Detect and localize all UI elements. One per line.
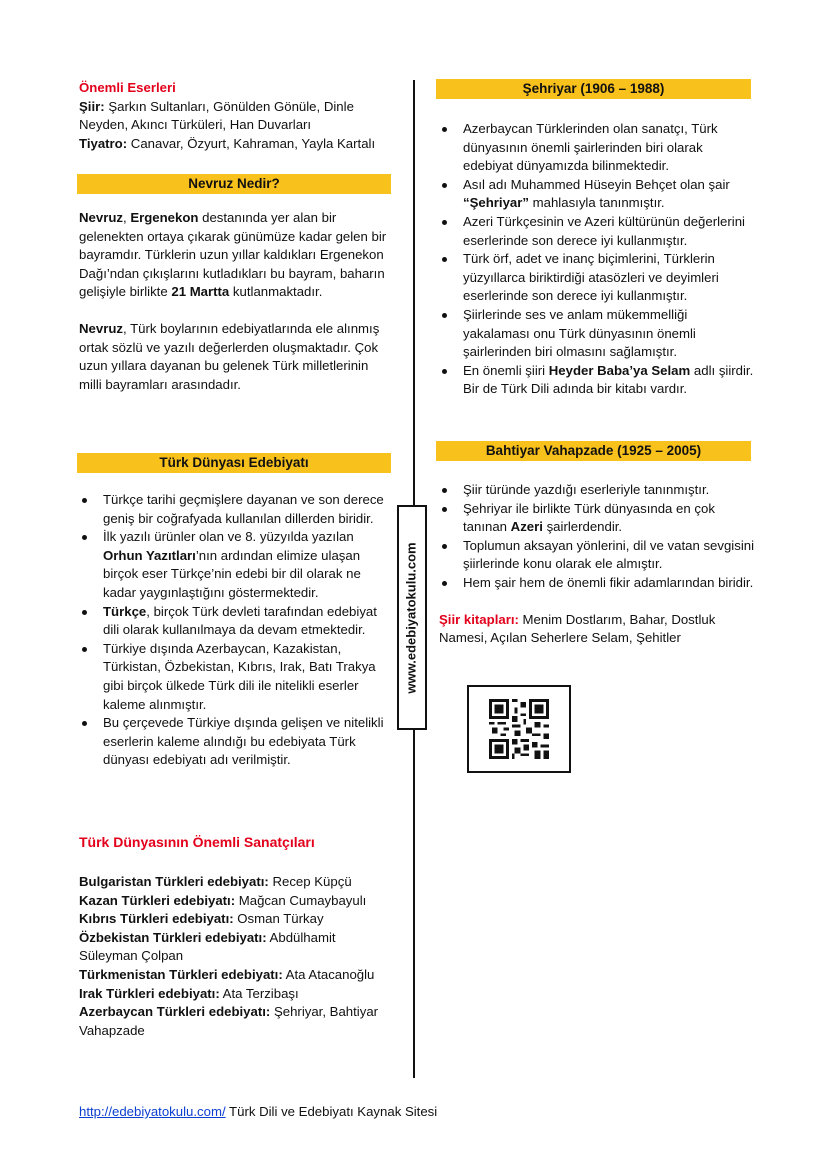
artist-row: [79, 873, 391, 892]
theatre-label: Tiyatro:: [79, 135, 128, 151]
artist-label: Kıbrıs Türkleri edebiyatı:: [79, 911, 234, 927]
nevruz-term: Nevruz: [79, 320, 123, 336]
turk-world-section: [79, 491, 391, 770]
turk-world-title-bar: Türk Dünyası Edebiyatı: [77, 453, 391, 473]
poetry-books-label: Şiir kitapları:: [439, 611, 519, 627]
poem-title: Heyder Baba’ya Selam: [548, 362, 691, 378]
artist-row: [79, 892, 391, 911]
artist-name: Osman Türkay: [233, 911, 324, 927]
vahapzade-section: [439, 481, 754, 648]
poetry-label: Şiir:: [79, 98, 105, 114]
turk-world-list: [79, 491, 391, 770]
artist-label: Özbekistan Türkleri edebiyatı:: [79, 929, 267, 945]
nevruz-term: Nevruz: [79, 210, 123, 225]
artist-name: Şehriyar, Bahtiyar Vahapzade: [79, 1004, 379, 1038]
sehriyar-title-bar: Şehriyar (1906 – 1988): [436, 79, 751, 99]
artist-label: Kazan Türkleri edebiyatı:: [79, 892, 236, 908]
poetry-text: Şarkın Sultanları, Gönülden Gönüle, Dinle Neyden, Akıncı Türküleri, Han Duvarları: [79, 98, 354, 133]
vahapzade-title-bar: Bahtiyar Vahapzade (1925 – 2005): [436, 441, 751, 461]
text: Asıl adı Muhammed Hüseyin Behçet olan şair: [463, 176, 730, 192]
text: , birçok Türk devleti tarafından edebiyat dili olarak kullanılmaya da devam etmektedir.: [103, 603, 377, 638]
list-item: Türkçe tarihi geçmişlere dayanan ve son derece geniş bir coğrafyada kullanılan dillerden biridir.: [79, 491, 391, 528]
turkce-term: Türkçe: [103, 603, 147, 619]
pen-name: “Şehriyar”: [463, 195, 529, 211]
text: mahlasıyla tanınmıştır.: [528, 195, 665, 211]
vertical-url: www.edebiyatokulu.com: [403, 541, 419, 694]
azeri-term: Azeri: [510, 519, 543, 535]
list-item: [439, 500, 754, 537]
date-term: 21 Martta: [171, 284, 230, 300]
list-item: [439, 176, 754, 213]
list-item: Azeri Türkçesinin ve Azeri kültürünün değerlerini eserlerinde son derece iyi kullanmıştır.: [439, 213, 754, 250]
theatre-works: [79, 135, 397, 154]
footer-link[interactable]: http://edebiyatokulu.com/: [79, 1104, 226, 1119]
orhun-term: Orhun Yazıtları: [103, 547, 196, 563]
artist-label: Türkmenistan Türkleri edebiyatı:: [79, 966, 283, 982]
text: kutlanmaktadır.: [229, 284, 323, 300]
text: Şehriyar ile birlikte Türk dünyasında en çok tanınan: [463, 500, 715, 535]
list-item: [79, 603, 391, 640]
poetry-works: [79, 98, 397, 135]
list-item: [79, 528, 391, 602]
vertical-url-box: [397, 505, 427, 730]
artist-name: Abdülhamit Süleyman Çolpan: [79, 929, 336, 964]
sehriyar-list: [439, 120, 754, 399]
artist-row: [79, 1003, 391, 1040]
nevruz-paragraph-2: [79, 320, 391, 394]
nevruz-section: [79, 209, 391, 394]
text: adlı şiirdir. Bir de Türk Dili adında bir kitabı vardır.: [463, 362, 754, 397]
nevruz-paragraph-1: [79, 209, 391, 302]
artists-section: [79, 873, 391, 1040]
sehriyar-section: [439, 120, 754, 399]
list-item: Türkiye dışında Azerbaycan, Kazakistan, Türkistan, Özbekistan, Kıbrıs, Irak, Batı Trakya gibi birçok ülkede Türk dili ile nitelikli eserler kaleme alınmıştır.: [79, 640, 391, 714]
artists-heading: Türk Dünyasının Önemli Sanatçıları: [79, 834, 315, 850]
footer: [79, 1103, 437, 1122]
list-item: Şiir türünde yazdığı eserleriyle tanınmıştır.: [439, 481, 754, 500]
list-item: Hem şair hem de önemli fikir adamlarından biridir.: [439, 574, 754, 593]
artist-name: Ata Terzibaşı: [219, 985, 299, 1001]
qr-code-icon[interactable]: [489, 699, 549, 759]
theatre-text: Canavar, Özyurt, Kahraman, Yayla Kartalı: [127, 135, 376, 151]
vahapzade-list: [439, 481, 754, 593]
important-works-section: [79, 79, 397, 153]
qr-code-frame: [467, 685, 571, 773]
nevruz-title-bar: Nevruz Nedir?: [77, 174, 391, 194]
list-item: Şiirlerinde ses ve anlam mükemmelliği yakalaması onu Türk dünyasının önemli şairlerinden biri olmasını sağlamıştır.: [439, 306, 754, 362]
text: ’nın ardından elimize ulaşan birçok eser Türkçe’nin edebi bir dil olarak ne kadar yaygınlaştığını göstermektedir.: [103, 547, 361, 600]
artist-label: Irak Türkleri edebiyatı:: [79, 985, 220, 1001]
footer-text: Türk Dili ve Edebiyatı Kaynak Sitesi: [225, 1104, 438, 1119]
artist-name: Mağcan Cumaybayulı: [235, 892, 367, 908]
artist-row: [79, 966, 391, 985]
artist-row: [79, 910, 391, 929]
text: destanında yer alan bir gelenekten ortaya çıkarak günümüze kadar gelen bir bayramdır. Türklerin uzun yıllar kaldıkları Ergenekon Dağı’ndan çıkışlarını kutladıkları bu bayram, baharın gelişiyle birlikte: [79, 210, 387, 300]
artist-row: [79, 929, 391, 966]
list-item: Toplumun aksayan yönlerini, dil ve vatan sevgisini şiirlerinde konu olarak ele almıştır.: [439, 537, 754, 574]
text: En önemli şiiri: [463, 362, 549, 378]
text: İlk yazılı ürünler olan ve 8. yüzyılda yazılan: [103, 529, 354, 545]
list-item: Bu çerçevede Türkiye dışında gelişen ve nitelikli eserlerin kaleme alındığı bu edebiyata Türk dünyası edebiyatı adı verilmiştir.: [79, 714, 391, 770]
artist-label: Azerbaycan Türkleri edebiyatı:: [79, 1004, 271, 1020]
artist-name: Ata Atacanoğlu: [282, 966, 375, 982]
text: , Türk boylarının edebiyatlarında ele alınmış ortak sözlü ve yazılı değerlerden oluşmaktadır. Çok uzun yıllara dayanan bu gelenek Türk milletlerinin milli bayramları arasındadır.: [79, 320, 380, 392]
artist-name: Recep Küpçü: [268, 874, 352, 889]
poetry-books: [439, 611, 754, 648]
important-works-heading: Önemli Eserleri: [79, 80, 176, 95]
list-item: [439, 362, 754, 399]
artist-row: [79, 985, 391, 1004]
ergenekon-term: Ergenekon: [130, 210, 199, 225]
poetry-books-text: Menim Dostlarım, Bahar, Dostluk Namesi, Açılan Seherlere Selam, Şehitler: [439, 611, 716, 646]
text: ,: [122, 210, 131, 225]
artist-label: Bulgaristan Türkleri edebiyatı:: [79, 874, 269, 889]
list-item: Türk örf, adet ve inanç biçimlerini, Türklerin yüzyıllarca biriktirdiği atasözleri ve deyimleri eserlerinde son derece iyi kullanmıştır.: [439, 250, 754, 306]
text: şairlerdendir.: [542, 519, 623, 535]
list-item: Azerbaycan Türklerinden olan sanatçı, Türk dünyasının önemli şairlerinden biri olarak edebiyat dünyamızda bilinmektedir.: [439, 120, 754, 176]
